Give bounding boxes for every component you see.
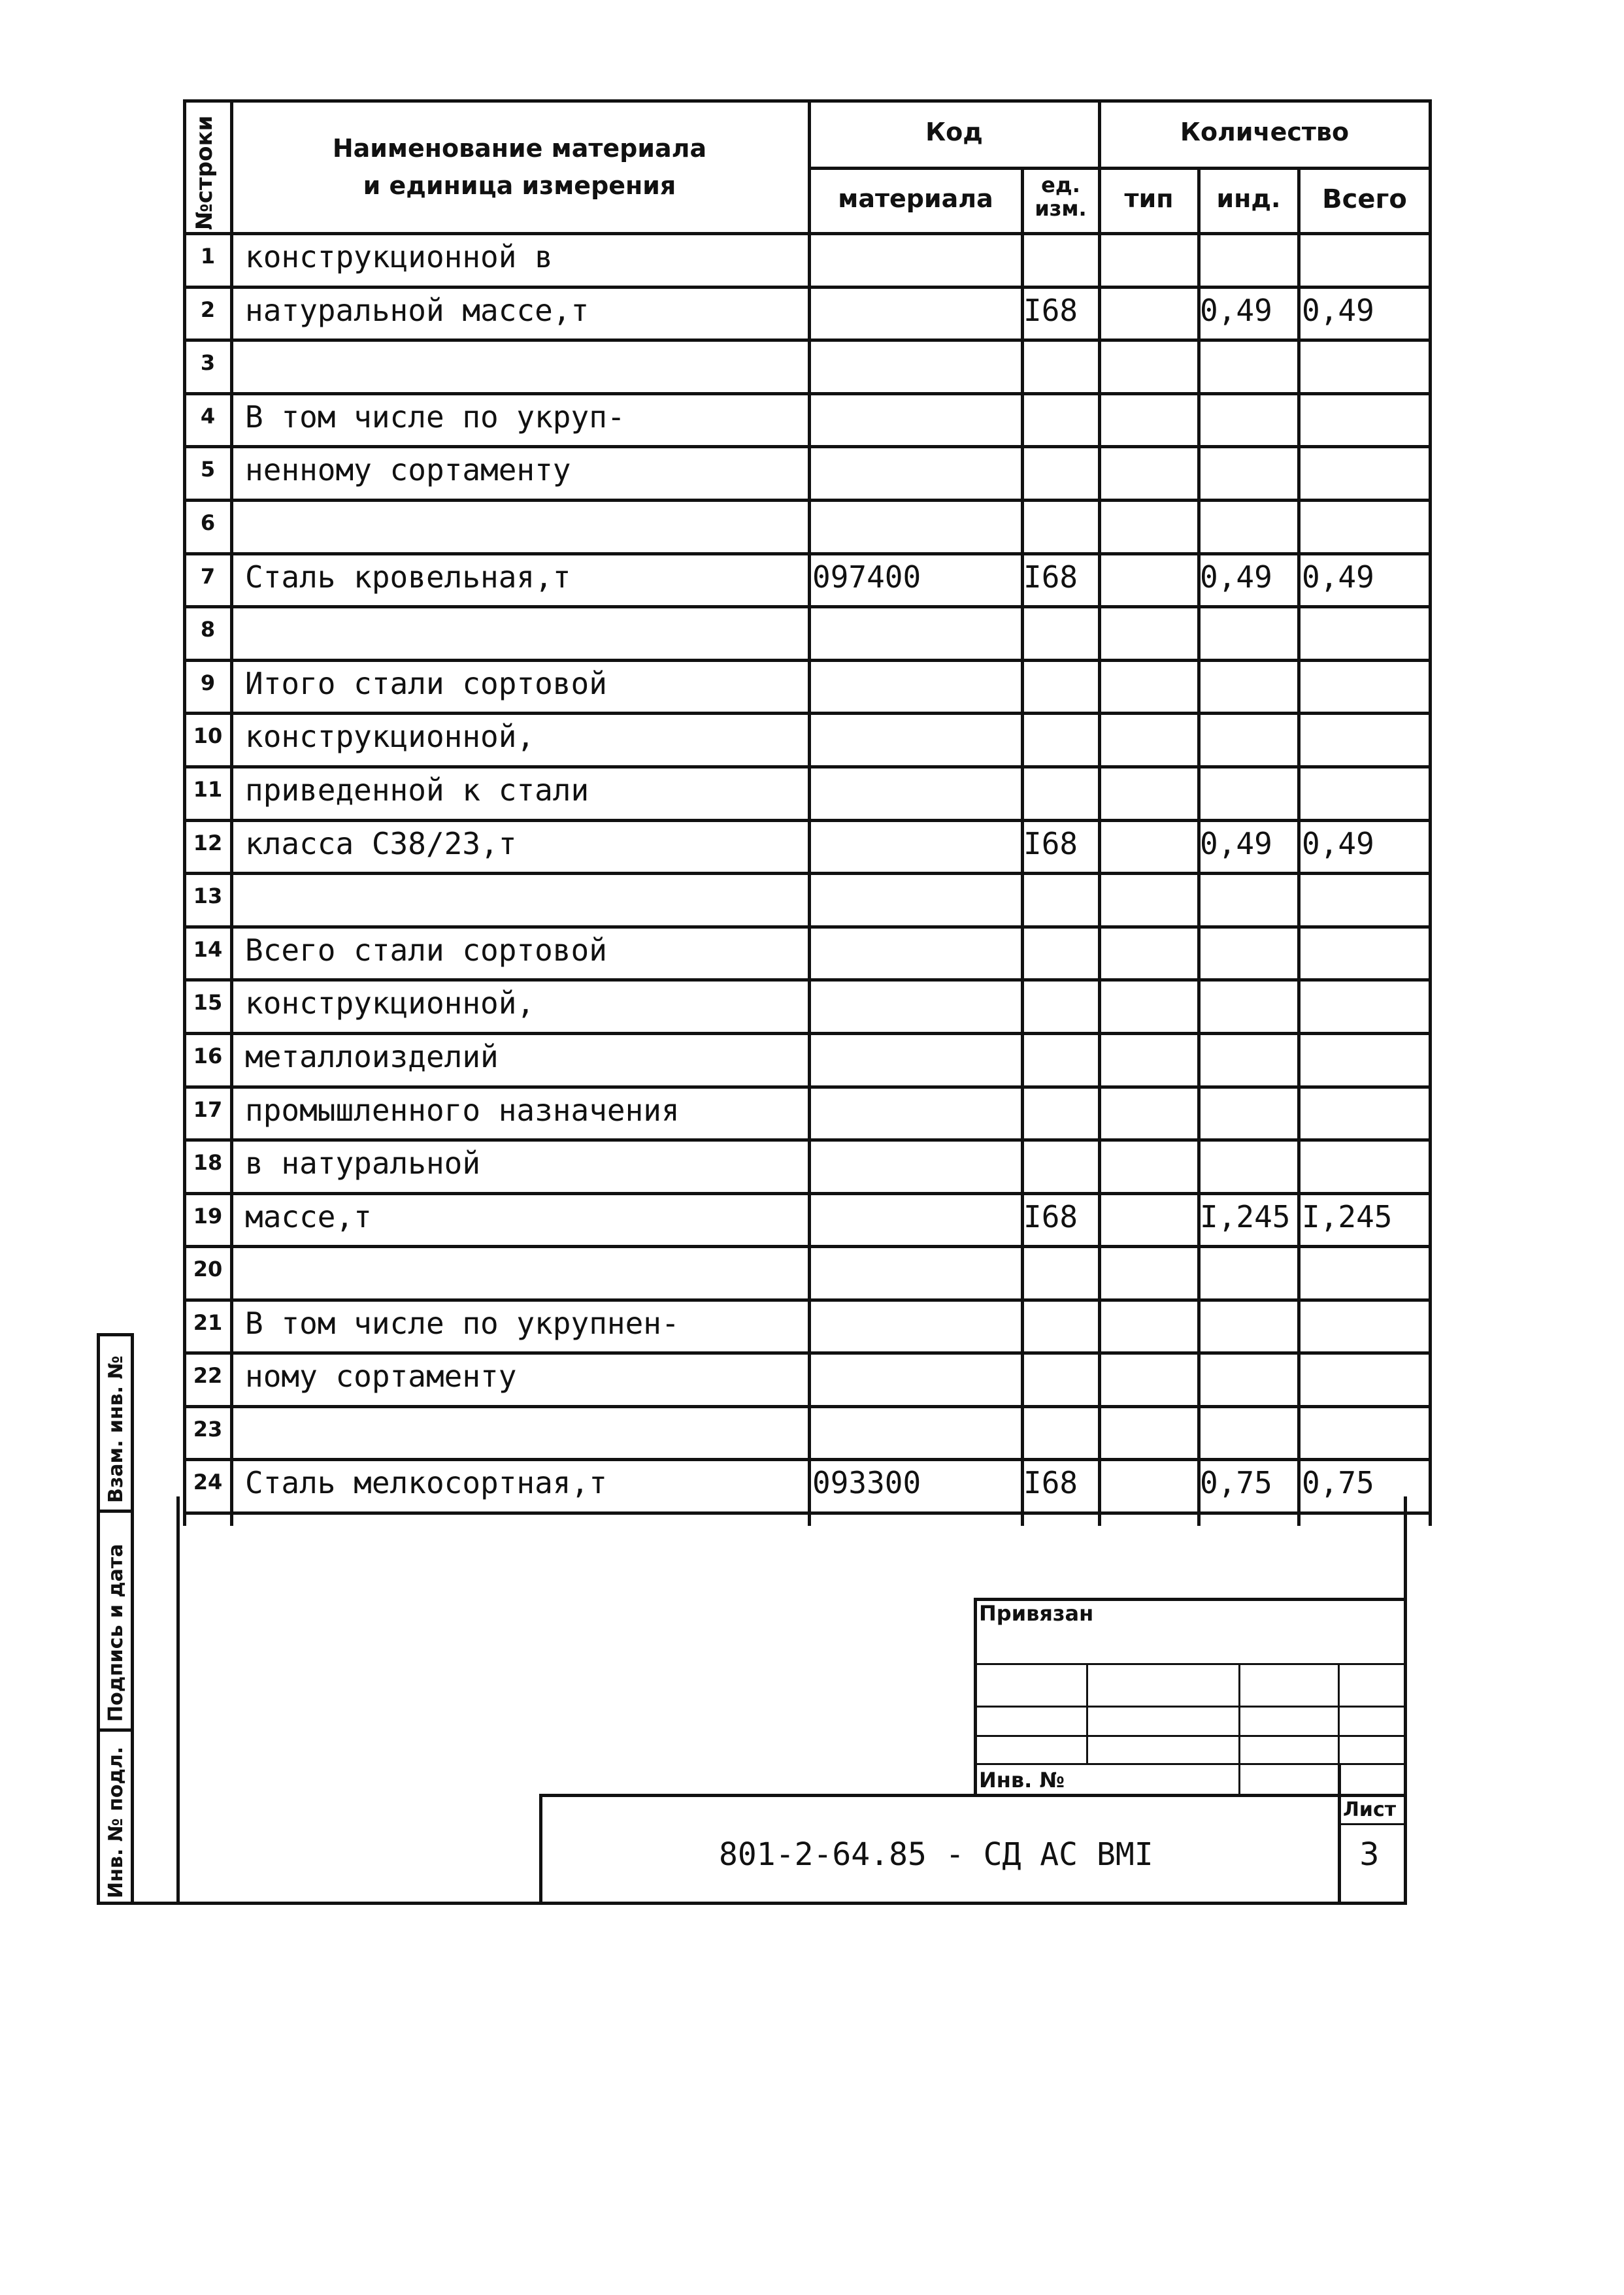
row-name: класса С38/23,т xyxy=(245,825,517,861)
row-name: приведенной к стали xyxy=(245,772,589,808)
row-number: 20 xyxy=(193,1257,223,1281)
frame-bottom xyxy=(176,1902,1407,1905)
row-number: 5 xyxy=(200,457,216,482)
side-strip-div2 xyxy=(97,1728,134,1732)
header-code: Код xyxy=(925,118,983,146)
row-number: 1 xyxy=(200,244,216,269)
stamp-vdiv2 xyxy=(1238,1663,1240,1794)
row-name: В том числе по укруп- xyxy=(245,399,625,435)
row-number: 21 xyxy=(193,1310,223,1335)
stamp-privyazan: Привязан xyxy=(979,1601,1094,1626)
row-name: ненному сортаменту xyxy=(245,452,571,487)
doc-code-box-left xyxy=(539,1794,542,1905)
header-row-no: №строки xyxy=(191,115,218,230)
row-divider xyxy=(183,1085,1432,1089)
row-total: 0,49 xyxy=(1302,292,1374,328)
row-total: I,245 xyxy=(1302,1198,1393,1234)
row-code: 093300 xyxy=(812,1465,921,1500)
row-number: 13 xyxy=(193,883,223,908)
side-strip-div1 xyxy=(97,1510,134,1513)
row-name: ному сортаменту xyxy=(245,1359,517,1394)
row-divider xyxy=(183,1192,1432,1195)
row-divider xyxy=(183,1245,1432,1248)
row-name: конструкционной в xyxy=(245,239,553,274)
side-label-vzam: Взам. инв. № xyxy=(105,1355,127,1503)
row-number: 17 xyxy=(193,1097,223,1122)
row-number: 8 xyxy=(200,617,216,642)
row-divider xyxy=(183,765,1432,768)
stamp-line4 xyxy=(974,1763,1407,1765)
header-ind: инд. xyxy=(1216,184,1281,213)
row-ind: 0,75 xyxy=(1200,1465,1272,1500)
row-divider xyxy=(183,872,1432,875)
stamp-line1 xyxy=(974,1663,1407,1665)
row-name: Всего стали сортовой xyxy=(245,932,607,968)
header-mid-line xyxy=(808,167,1432,170)
row-divider xyxy=(183,819,1432,822)
row-divider xyxy=(183,1458,1432,1461)
row-divider xyxy=(183,1298,1432,1302)
row-name: металлоизделий xyxy=(245,1039,499,1074)
row-divider xyxy=(183,338,1432,342)
row-name: В том числе по укрупнен- xyxy=(245,1305,680,1341)
row-number: 3 xyxy=(200,350,216,375)
row-code: 097400 xyxy=(812,559,921,595)
row-divider xyxy=(183,1351,1432,1355)
stamp-vdiv1 xyxy=(1086,1663,1088,1763)
row-divider xyxy=(183,1032,1432,1035)
row-divider xyxy=(183,1138,1432,1142)
row-name: Сталь кровельная,т xyxy=(245,559,571,595)
header-name-line1: Наименование материала xyxy=(332,134,707,163)
row-name: конструкционной, xyxy=(245,719,535,754)
table-right-border xyxy=(1429,99,1432,1526)
row-name: массе,т xyxy=(245,1198,372,1234)
row-unit: I68 xyxy=(1023,559,1078,595)
row-divider xyxy=(183,978,1432,982)
frame-right xyxy=(1404,1496,1407,1905)
row-name: Сталь мелкосортная,т xyxy=(245,1465,607,1500)
row-number: 2 xyxy=(200,297,216,322)
row-number: 15 xyxy=(193,990,223,1015)
row-number: 16 xyxy=(193,1044,223,1068)
row-number: 12 xyxy=(193,831,223,855)
row-total: 0,49 xyxy=(1302,825,1374,861)
header-bottom-line xyxy=(183,232,1432,235)
row-divider xyxy=(183,445,1432,448)
row-name: Итого стали сортовой xyxy=(245,665,607,701)
col-divider-total xyxy=(1297,167,1301,1526)
row-unit: I68 xyxy=(1023,1198,1078,1234)
row-ind: 0,49 xyxy=(1200,825,1272,861)
header-material: материала xyxy=(838,184,993,213)
doc-code-box-top xyxy=(539,1794,1407,1797)
row-ind: 0,49 xyxy=(1200,559,1272,595)
row-ind: 0,49 xyxy=(1200,292,1272,328)
side-label-podpis: Подпись и дата xyxy=(105,1544,127,1722)
side-strip-top xyxy=(97,1333,134,1336)
row-divider xyxy=(183,499,1432,502)
row-divider xyxy=(183,552,1432,555)
stamp-sheet-number: 3 xyxy=(1359,1836,1380,1873)
col-divider-code xyxy=(808,99,811,1526)
row-number: 11 xyxy=(193,777,223,802)
row-name: промышленного назначения xyxy=(245,1092,680,1128)
row-number: 4 xyxy=(200,404,216,429)
row-divider xyxy=(183,659,1432,662)
row-unit: I68 xyxy=(1023,1465,1078,1500)
row-ind: I,245 xyxy=(1200,1198,1291,1234)
row-divider xyxy=(183,605,1432,608)
row-divider xyxy=(183,925,1432,929)
sheet-box-divider xyxy=(1338,1823,1407,1825)
stamp-line3 xyxy=(974,1735,1407,1737)
header-total: Всего xyxy=(1322,184,1407,214)
row-number: 14 xyxy=(193,937,223,962)
row-number: 10 xyxy=(193,723,223,748)
side-strip-bottom xyxy=(97,1902,178,1905)
row-number: 6 xyxy=(200,510,216,535)
row-total: 0,49 xyxy=(1302,559,1374,595)
stamp-inv-no: Инв. № xyxy=(979,1768,1065,1792)
side-strip-left xyxy=(97,1333,100,1905)
col-divider-type xyxy=(1098,99,1101,1526)
sheet-box-left xyxy=(1338,1763,1341,1905)
stamp-list-label: Лист xyxy=(1343,1798,1397,1821)
row-name: в натуральной xyxy=(245,1146,481,1181)
row-number: 24 xyxy=(193,1470,223,1494)
row-number: 9 xyxy=(200,670,216,695)
row-name: конструкционной, xyxy=(245,985,535,1021)
row-number: 23 xyxy=(193,1417,223,1442)
row-divider xyxy=(183,286,1432,289)
header-qty: Количество xyxy=(1180,118,1350,146)
header-type: тип xyxy=(1124,184,1174,213)
row-divider xyxy=(183,712,1432,715)
frame-left xyxy=(176,1496,180,1905)
row-divider xyxy=(183,1511,1432,1515)
row-number: 7 xyxy=(200,564,216,589)
stamp-vdiv3 xyxy=(1338,1663,1340,1763)
row-unit: I68 xyxy=(1023,292,1078,328)
header-unit-line1: ед. xyxy=(1041,173,1080,197)
side-strip-mid xyxy=(131,1333,134,1905)
row-total: 0,75 xyxy=(1302,1465,1374,1500)
row-name: натуральной массе,т xyxy=(245,292,589,328)
row-number: 22 xyxy=(193,1363,223,1388)
header-unit-line2: изм. xyxy=(1035,196,1087,221)
row-divider xyxy=(183,392,1432,395)
row-number: 18 xyxy=(193,1150,223,1175)
stamp-line2 xyxy=(974,1706,1407,1708)
table-top-border xyxy=(183,99,1432,103)
row-divider xyxy=(183,1405,1432,1408)
row-unit: I68 xyxy=(1023,825,1078,861)
row-number: 19 xyxy=(193,1204,223,1229)
header-name-line2: и единица измерения xyxy=(363,171,676,200)
stamp-doc-code: 801-2-64.85 - СД АС ВМI xyxy=(719,1836,1153,1873)
side-label-inv-podl: Инв. № подл. xyxy=(105,1746,127,1898)
